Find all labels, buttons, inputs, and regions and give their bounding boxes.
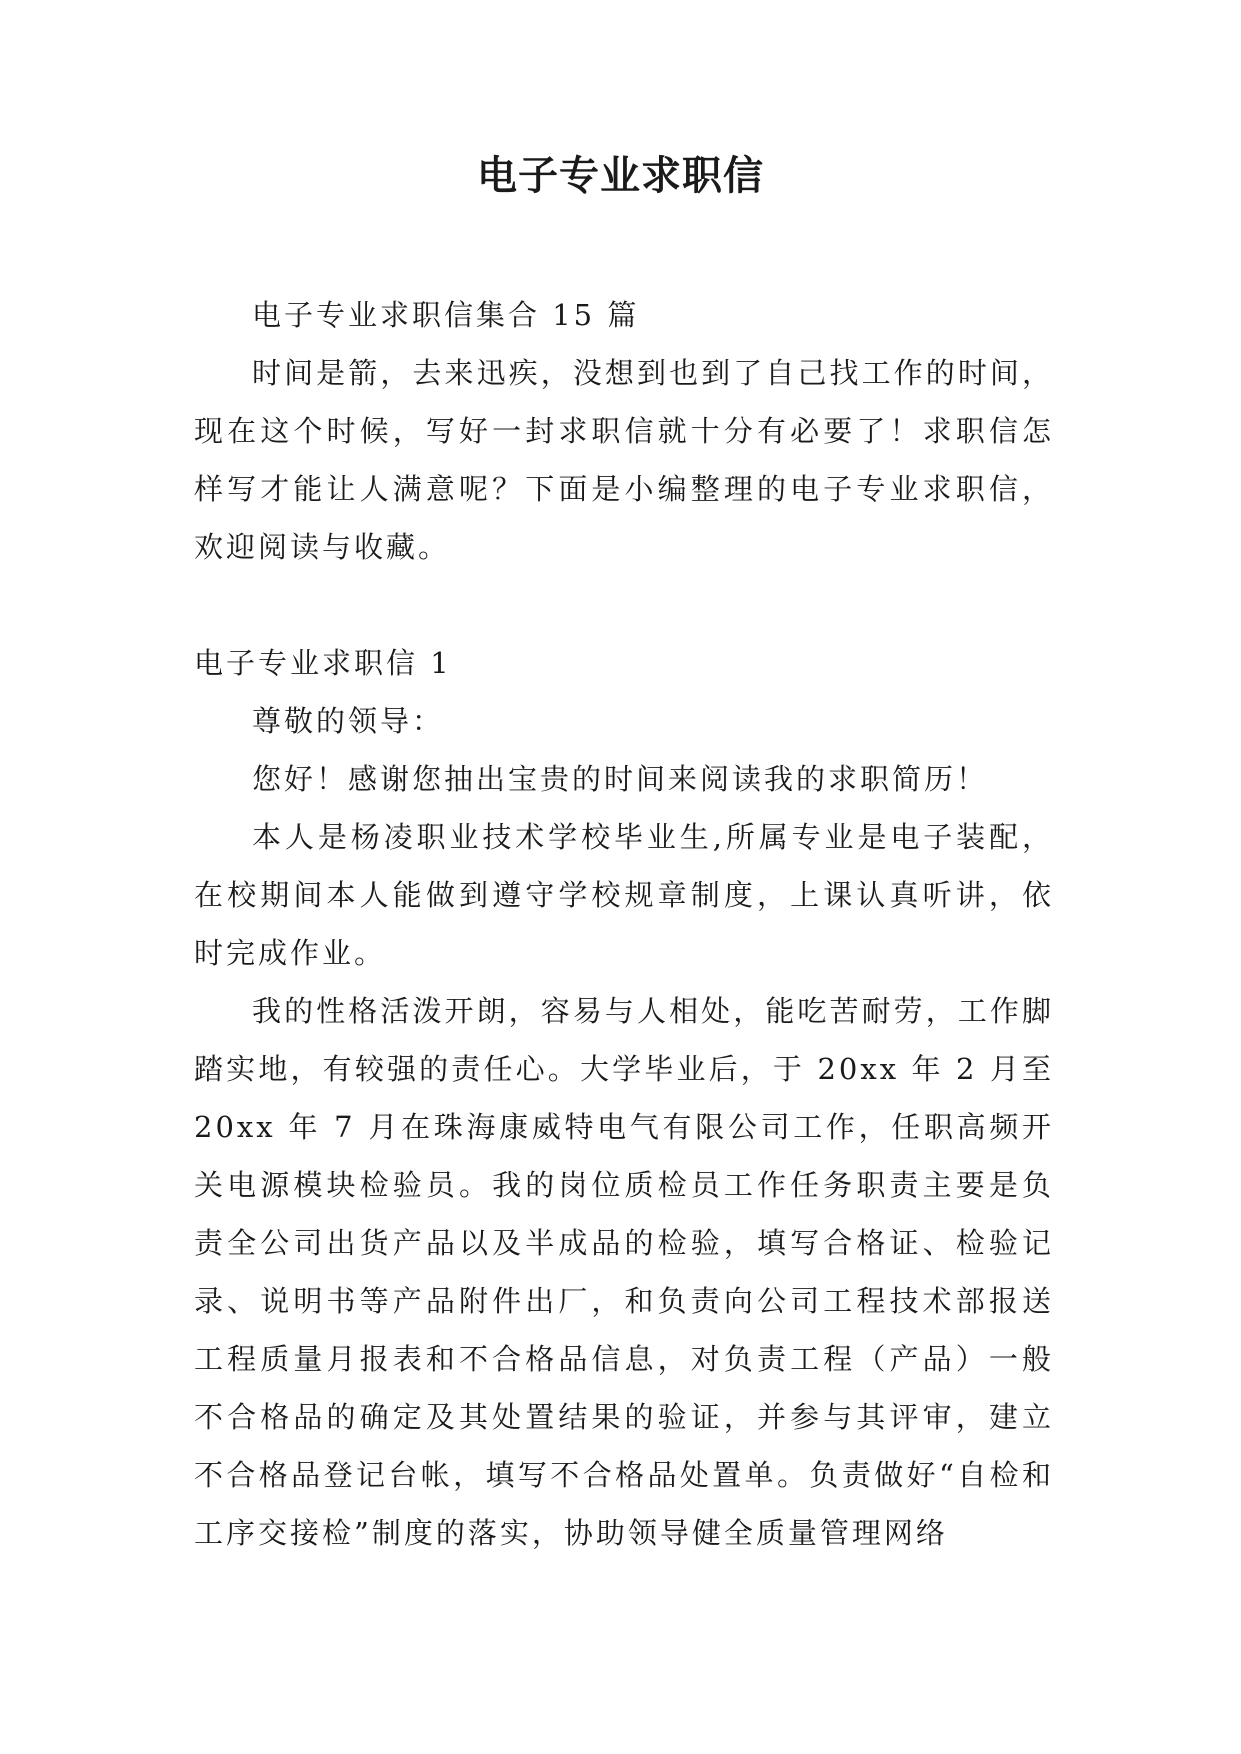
collection-heading: 电子专业求职信集合 15 篇 [252,298,640,332]
experience-paragraph: 我的性格活泼开朗，容易与人相处，能吃苦耐劳，工作脚踏实地，有较强的责任心。大学毕业后，于 20xx 年 2 月至 20xx 年 7 月在珠海康威特电气有限公司工作，任职高频开关电源模块检验员。我的岗位质检员工作任务职责主要是负责全公司出货产品以及半成品的检验，填写合格证、检验记录、说明书等产品附件出厂，和负责向公司工程技术部报送工程质量月报表和不合格品信息，对负责工程（产品）一般不合格品的确定及其处置结果的验证，并参与其评审，建立不合格品登记台帐，填写不合格品处置单。负责做好“自检和工序交接检”制度的落实，协助领导健全质量管理网络 [194,994,1054,1550]
intro-paragraph: 时间是箭，去来迅疾，没想到也到了自己找工作的时间，现在这个时候，写好一封求职信就十分有必要了！求职信怎样写才能让人满意呢？下面是小编整理的电子专业求职信，欢迎阅读与收藏。 [194,356,1054,564]
document-title: 电子专业求职信 [477,152,764,199]
letter-heading: 电子专业求职信 1 [194,646,452,680]
education-paragraph: 本人是杨凌职业技术学校毕业生,所属专业是电子装配，在校期间本人能做到遵守学校规章制度，上课认真听讲，依时完成作业。 [194,820,1054,970]
document-body [194,286,1054,1562]
salutation: 尊敬的领导： [252,704,445,738]
greeting-paragraph: 您好！感谢您抽出宝贵的时间来阅读我的求职简历！ [252,762,989,796]
paragraph-gap [194,576,1054,634]
